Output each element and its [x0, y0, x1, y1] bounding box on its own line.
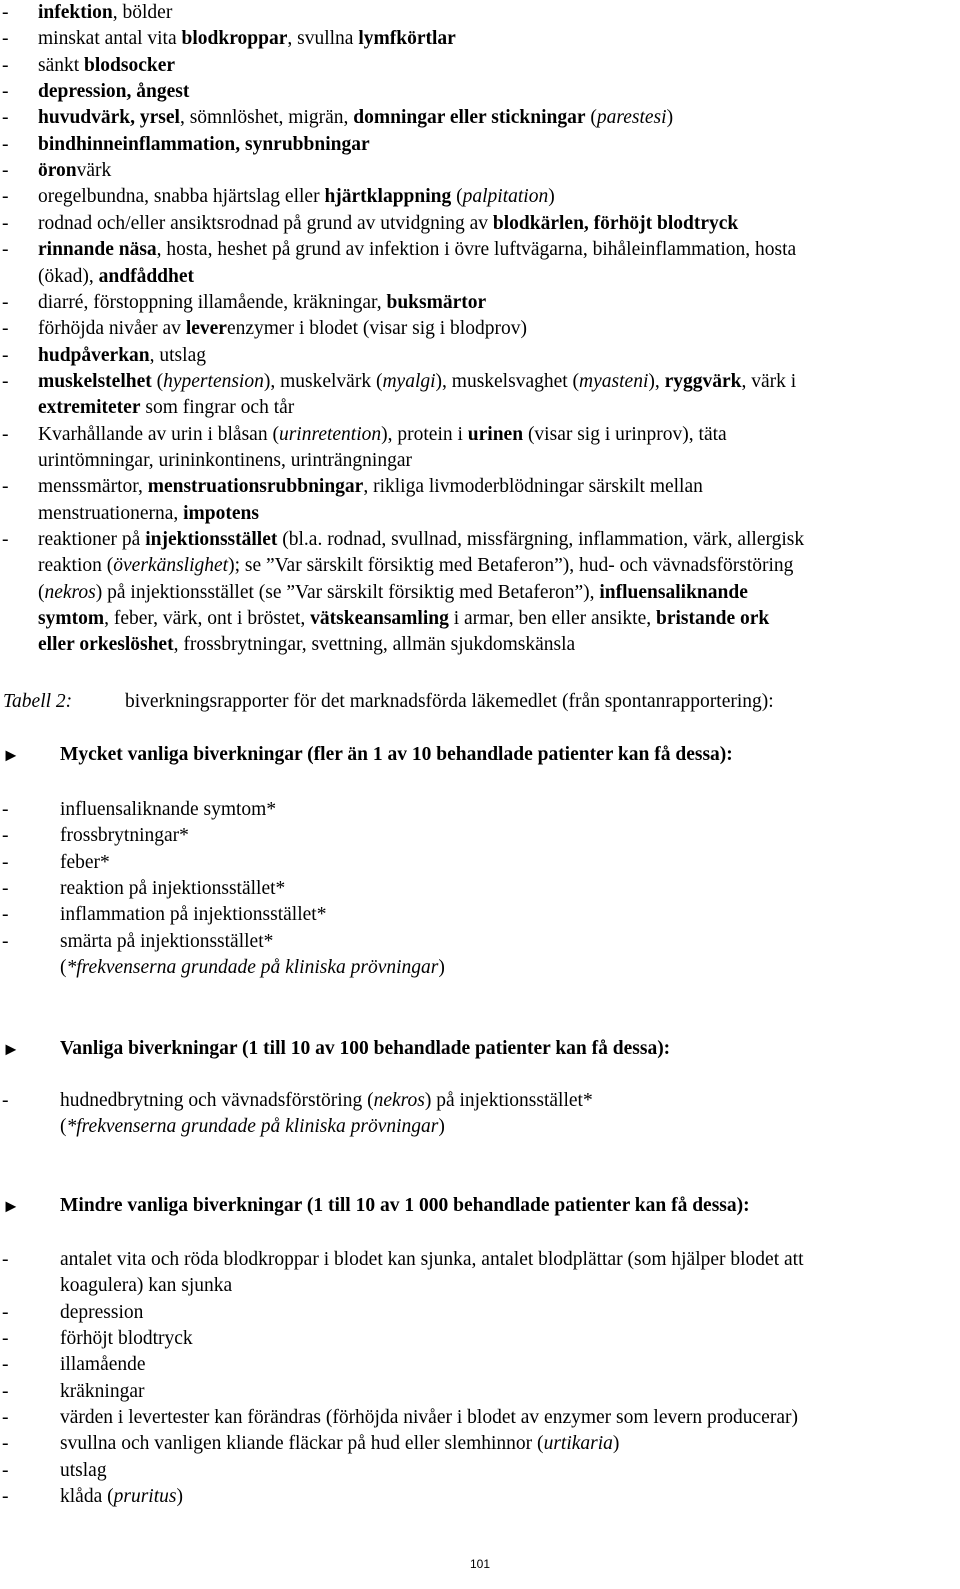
- list-item-text: influensaliknande symtom*: [60, 799, 277, 820]
- table-caption: [0, 689, 960, 715]
- bullet-dash: -: [2, 318, 9, 339]
- bullet-dash: -: [2, 825, 9, 846]
- list-item: [0, 26, 960, 52]
- section-common-heading: [0, 1036, 960, 1062]
- list-item-text: oregelbundna, snabba hjärtslag eller hjärtklappning (palpitation): [38, 186, 555, 207]
- bullet-dash: -: [2, 799, 9, 820]
- list-item: [0, 474, 960, 500]
- list-item-text: illamående: [60, 1354, 146, 1375]
- list-item-text: hudpåverkan, utslag: [38, 345, 206, 366]
- arrow-icon: ►: [2, 745, 20, 765]
- bullet-dash: -: [2, 878, 9, 899]
- list-item: [0, 395, 960, 421]
- list-item: [0, 1484, 960, 1510]
- list-item: [0, 369, 960, 395]
- list-item: [0, 264, 960, 290]
- list-item-text: kräkningar: [60, 1381, 145, 1402]
- section-heading: Vanliga biverkningar (1 till 10 av 100 behandlade patienter kan få dessa):: [60, 1038, 671, 1059]
- list-item: [0, 1405, 960, 1431]
- bullet-dash: -: [2, 931, 9, 952]
- list-item-text: symtom, feber, värk, ont i bröstet, vätskeansamling i armar, ben eller ansikte, bristande ork: [38, 608, 770, 629]
- list-item: [0, 1247, 960, 1273]
- bullet-dash: -: [2, 1486, 9, 1507]
- list-item-text: Kvarhållande av urin i blåsan (urinretention), protein i urinen (visar sig i urinprov), täta: [38, 424, 727, 445]
- list-item-text: antalet vita och röda blodkroppar i blodet kan sjunka, antalet blodplättar (som hjälper blodet att: [60, 1249, 804, 1270]
- section-heading: Mindre vanliga biverkningar (1 till 10 av 1 000 behandlade patienter kan få dessa):: [60, 1195, 750, 1216]
- list-item-text: reaktion (överkänslighet); se ”Var särskilt försiktig med Betaferon”), hud- och vävnadsförstöring: [38, 555, 794, 576]
- bullet-dash: -: [2, 1328, 9, 1349]
- list-item: [0, 448, 960, 474]
- bullet-dash: -: [2, 292, 9, 313]
- bullet-dash: -: [2, 107, 9, 128]
- list-item: [0, 1352, 960, 1378]
- page-number: 101: [469, 1557, 491, 1571]
- list-item: [0, 850, 960, 876]
- bullet-dash: -: [2, 1354, 9, 1375]
- list-item-text: depression: [60, 1302, 144, 1323]
- list-item: [0, 823, 960, 849]
- bullet-dash: -: [2, 852, 9, 873]
- bullet-dash: -: [2, 186, 9, 207]
- list-item: [0, 1431, 960, 1457]
- bullet-dash: -: [2, 1460, 9, 1481]
- list-item: [0, 1273, 960, 1299]
- list-item-text: infektion, bölder: [38, 2, 173, 23]
- list-item: [0, 290, 960, 316]
- list-item-text: koagulera) kan sjunka: [60, 1275, 233, 1296]
- list-item-text: inflammation på injektionsstället*: [60, 904, 327, 925]
- list-item-text: minskat antal vita blodkroppar, svullna lymfkörtlar: [38, 28, 456, 49]
- list-item-text: extremiteter som fingrar och tår: [38, 397, 295, 418]
- bullet-dash: -: [2, 81, 9, 102]
- list-item: [0, 797, 960, 823]
- list-item: [0, 132, 960, 158]
- list-item-text: värden i levertester kan förändras (förhöjda nivåer i blodet av enzymer som levern producerar): [60, 1407, 798, 1428]
- list-item-text: rodnad och/eller ansiktsrodnad på grund av utvidgning av blodkärlen, förhöjt blodtryck: [38, 213, 739, 234]
- bullet-dash: -: [2, 55, 9, 76]
- list-item: [0, 211, 960, 237]
- list-item: [0, 929, 960, 955]
- list-item: [0, 1088, 960, 1114]
- list-item-text: hudnedbrytning och vävnadsförstöring (nekros) på injektionsstället*: [60, 1090, 593, 1111]
- bullet-dash: -: [2, 239, 9, 260]
- list-item: [0, 53, 960, 79]
- list-item: [0, 876, 960, 902]
- bullet-dash: -: [2, 1249, 9, 1270]
- list-item: [0, 1379, 960, 1405]
- list-item: [0, 501, 960, 527]
- list-item-text: (ökad), andfåddhet: [38, 266, 195, 287]
- list-item-text: förhöjt blodtryck: [60, 1328, 193, 1349]
- list-item: [0, 184, 960, 210]
- list-item-text: rinnande näsa, hosta, heshet på grund av infektion i övre luftvägarna, bihåleinflammation, hosta: [38, 239, 797, 260]
- bullet-dash: -: [2, 1302, 9, 1323]
- list-item: [0, 580, 960, 606]
- list-item-text: reaktion på injektionsstället*: [60, 878, 286, 899]
- list-item-text: sänkt blodsocker: [38, 55, 176, 76]
- section-uncommon-heading: [0, 1193, 960, 1219]
- bullet-dash: -: [2, 476, 9, 497]
- list-item-text: reaktioner på injektionsstället (bl.a. rodnad, svullnad, missfärgning, inflammation, värk, allergisk: [38, 529, 805, 550]
- list-item-text: menstruationerna, impotens: [38, 503, 259, 524]
- list-item-text: (nekros) på injektionsstället (se ”Var särskilt försiktig med Betaferon”), influensaliknande: [38, 582, 748, 603]
- bullet-dash: -: [2, 345, 9, 366]
- footnote: [0, 955, 960, 981]
- list-item: [0, 632, 960, 658]
- list-item-text: urintömningar, urininkontinens, urinträngningar: [38, 450, 412, 471]
- footnote-text: (*frekvenserna grundade på kliniska prövningar): [60, 957, 445, 978]
- bullet-dash: -: [2, 1433, 9, 1454]
- list-item: [0, 1458, 960, 1484]
- bullet-dash: -: [2, 371, 9, 392]
- arrow-icon: ►: [2, 1039, 20, 1059]
- list-item-text: klåda (pruritus): [60, 1486, 183, 1507]
- list-item: [0, 1300, 960, 1326]
- list-item: [0, 527, 960, 553]
- section-very-common-heading: [0, 742, 960, 768]
- list-item-text: feber*: [60, 852, 110, 873]
- list-item-text: diarré, förstoppning illamående, kräkningar, buksmärtor: [38, 292, 487, 313]
- list-item: [0, 79, 960, 105]
- bullet-dash: -: [2, 2, 9, 23]
- list-item: [0, 158, 960, 184]
- list-item: [0, 105, 960, 131]
- list-item-text: huvudvärk, yrsel, sömnlöshet, migrän, domningar eller stickningar (parestesi): [38, 107, 674, 128]
- list-item: [0, 316, 960, 342]
- footnote: [0, 1114, 960, 1140]
- list-item-text: bindhinneinflammation, synrubbningar: [38, 134, 370, 155]
- footnote-text: (*frekvenserna grundade på kliniska prövningar): [60, 1116, 445, 1137]
- list-item-text: öronvärk: [38, 160, 112, 181]
- bullet-dash: -: [2, 213, 9, 234]
- bullet-dash: -: [2, 904, 9, 925]
- bullet-dash: -: [2, 28, 9, 49]
- list-item: [0, 0, 960, 26]
- bullet-dash: -: [2, 134, 9, 155]
- list-item: [0, 902, 960, 928]
- list-item: [0, 422, 960, 448]
- bullet-dash: -: [2, 529, 9, 550]
- section-heading: Mycket vanliga biverkningar (fler än 1 av 10 behandlade patienter kan få dessa):: [60, 744, 733, 765]
- list-item-text: depression, ångest: [38, 81, 190, 102]
- list-item-text: förhöjda nivåer av leverenzymer i blodet (visar sig i blodprov): [38, 318, 527, 339]
- list-item-text: frossbrytningar*: [60, 825, 189, 846]
- arrow-icon: ►: [2, 1196, 20, 1216]
- bullet-dash: -: [2, 424, 9, 445]
- list-item-text: svullna och vanligen kliande fläckar på hud eller slemhinnor (urtikaria): [60, 1433, 620, 1454]
- list-item: [0, 237, 960, 263]
- bullet-dash: -: [2, 160, 9, 181]
- list-item-text: menssmärtor, menstruationsrubbningar, rikliga livmoderblödningar särskilt mellan: [38, 476, 703, 497]
- list-item: [0, 553, 960, 579]
- list-item: [0, 1326, 960, 1352]
- bullet-dash: -: [2, 1381, 9, 1402]
- list-item-text: utslag: [60, 1460, 107, 1481]
- bullet-dash: -: [2, 1090, 9, 1111]
- list-item-text: smärta på injektionsstället*: [60, 931, 274, 952]
- bullet-dash: -: [2, 1407, 9, 1428]
- list-item-text: muskelstelhet (hypertension), muskelvärk (myalgi), muskelsvaghet (myasteni), ryggvärk, värk i: [38, 371, 797, 392]
- list-item-text: eller orkeslöshet, frossbrytningar, svettning, allmän sjukdomskänsla: [38, 634, 576, 655]
- list-item: [0, 343, 960, 369]
- table-label: Tabell 2:: [3, 691, 73, 712]
- list-item: [0, 606, 960, 632]
- table-description: biverkningsrapporter för det marknadsförda läkemedlet (från spontanrapportering):: [125, 691, 774, 712]
